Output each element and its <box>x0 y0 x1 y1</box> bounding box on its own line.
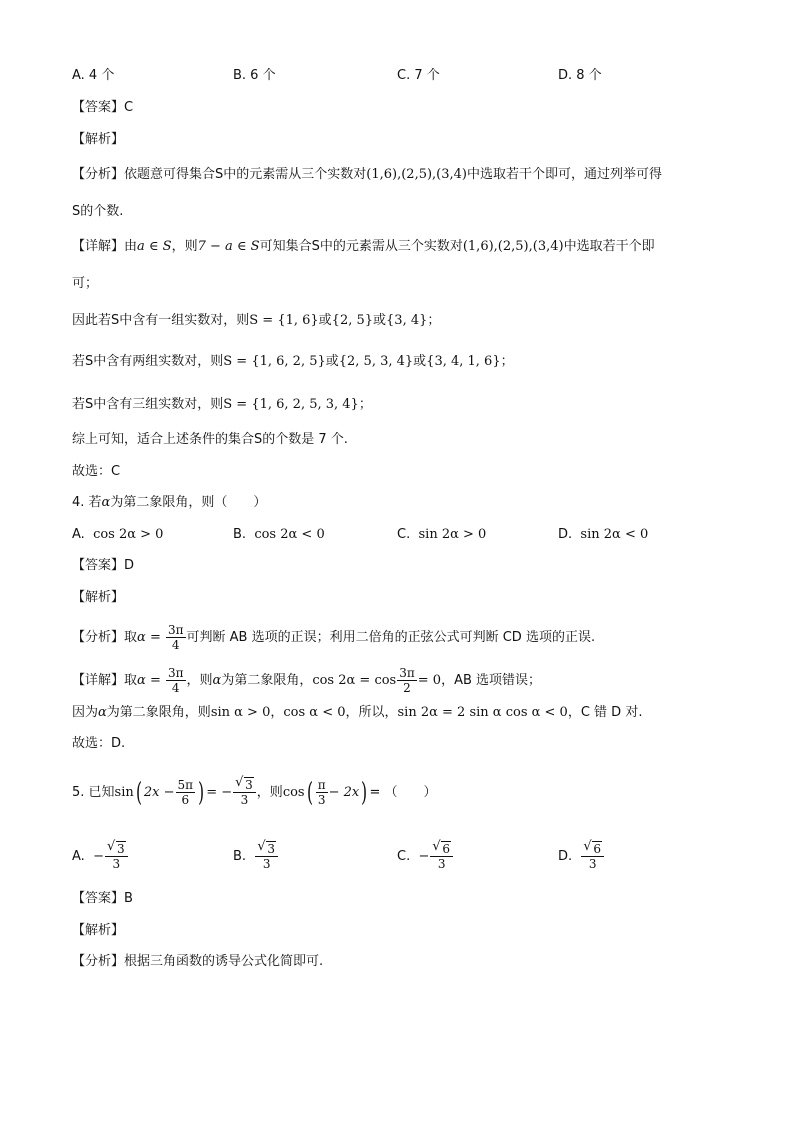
q3-option-d: D. 8 个 <box>558 68 602 83</box>
q4-analysis-label: 【解析】 <box>72 590 125 605</box>
q3-summary: 综上可知，适合上述条件的集合S的个数是 7 个. <box>72 432 348 447</box>
q5-answer: 【答案】B <box>72 891 133 906</box>
q4-stem: 4. 若α为第二象限角，则（ ） <box>72 495 267 510</box>
q3-analysis-label: 【解析】 <box>72 132 125 147</box>
q4-detail: 【详解】取α = $\frac{3\pi}{4}$ ，则α为第二象限角，cos 2α = cos $\frac{3\pi}{2}$ = 0，AB 选项错误； <box>72 666 542 695</box>
q3-case-three: 若S中含有三组实数对，则S = {1, 6, 2, 5, 3, 4}； <box>72 397 372 412</box>
q5-fenxi: 【分析】根据三角函数的诱导公式化简即可. <box>72 954 324 969</box>
q5-analysis-label: 【解析】 <box>72 923 125 938</box>
q3-option-b: B. 6 个 <box>233 68 276 83</box>
q4-fenxi: 【分析】取α = $\frac{3\pi}{4}$ 可判断 AB 选项的正误；利用二倍角的正弦公式可判断 CD 选项的正误. <box>72 623 596 652</box>
fraction-sqrt3-3: √ $\frac{3}{3}$ <box>233 778 256 807</box>
q4-answer: 【答案】D <box>72 558 135 573</box>
q4-option-d: D. sin 2α < 0 <box>558 527 649 542</box>
q5-stem: 5. 已知sin( 2x − $\frac{5\pi}{6}$ ) = − √ $\frac{3}{3}$ ，则cos( $\frac{\pi}{3}$ − 2x) = （ ） <box>72 778 436 807</box>
q3-case-two: 若S中含有两组实数对，则S = {1, 6, 2, 5}或{2, 5, 3, 4}或{3, 4, 1, 6}； <box>72 354 514 369</box>
q3-option-c: C. 7 个 <box>397 68 440 83</box>
fraction-pi-3: $\frac{\pi}{3}$ <box>317 778 326 807</box>
q4-choice: 故选：D. <box>72 736 126 751</box>
q5-option-a: A. − √ $\frac{3}{3}$ <box>72 842 129 871</box>
q3-detail: 【详解】由a ∈ S，则7 − a ∈ S可知集合S中的元素需从三个实数对(1,6),(2,5),(3,4)中选取若干个即 <box>72 239 655 254</box>
q3-detail-cont: 可； <box>72 276 99 291</box>
q4-because: 因为α为第二象限角，则sin α > 0，cos α < 0，所以，sin 2α = 2 sin α cos α < 0，C 错 D 对. <box>72 705 643 720</box>
fraction-3pi-4: $\frac{3\pi}{4}$ <box>167 666 184 695</box>
q3-case-one: 因此若S中含有一组实数对，则S = {1, 6}或{2, 5}或{3, 4}； <box>72 313 441 328</box>
q3-answer: 【答案】C <box>72 100 134 115</box>
q3-fenxi: 【分析】依题意可得集合S中的元素需从三个实数对(1,6),(2,5),(3,4)中选取若干个即可，通过列举可得 <box>72 167 663 182</box>
fraction-3pi-2: $\frac{3\pi}{2}$ <box>399 666 415 695</box>
q4-option-a: A. cos 2α > 0 <box>72 527 164 542</box>
q4-option-b: B. cos 2α < 0 <box>233 527 325 542</box>
q5-option-c: C. − √ $\frac{6}{3}$ <box>397 842 454 871</box>
q5-option-d: D. √ $\frac{6}{3}$ <box>558 842 605 871</box>
fraction-3pi-4: $\frac{3\pi}{4}$ <box>167 623 184 652</box>
q3-fenxi-cont: S的个数. <box>72 204 124 219</box>
q3-option-a: A. 4 个 <box>72 68 115 83</box>
q5-option-b: B. √ $\frac{3}{3}$ <box>233 842 279 871</box>
q4-option-c: C. sin 2α > 0 <box>397 527 487 542</box>
fraction-5pi-6: $\frac{5\pi}{6}$ <box>177 778 194 807</box>
q3-choice: 故选：C <box>72 464 121 479</box>
